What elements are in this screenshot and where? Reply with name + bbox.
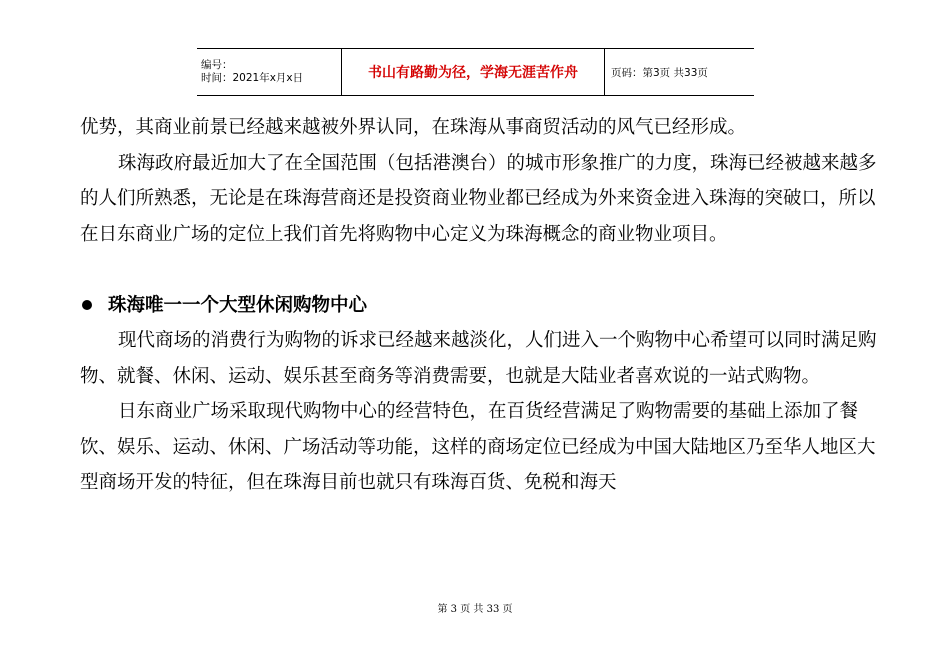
paragraph-4: 日东商业广场采取现代购物中心的经营特色，在百货经营满足了购物需要的基础上添加了餐饮、娱乐、运动、休闲、广场活动等功能，这样的商场定位已经成为中国大陆地区乃至华人地区大型商场开发的特征，但在珠海目前也就只有珠海百货、免税和海天	[80, 401, 876, 493]
section-heading-text: 珠海唯一一个大型休闲购物中心	[108, 294, 368, 316]
header-meta	[197, 49, 342, 96]
paragraph-3: 现代商场的消费行为购物的诉求已经越来越淡化，人们进入一个购物中心希望可以同时满足购物、就餐、休闲、运动、娱乐甚至商务等消费需要，也就是大陆业者喜欢说的一站式购物。	[80, 330, 877, 387]
header-motto: 书山有路勤为径，学海无涯苦作舟	[368, 65, 578, 81]
header-motto-cell	[342, 49, 605, 96]
section-heading	[80, 288, 880, 324]
bullet-icon	[82, 300, 92, 310]
document-header	[197, 48, 754, 96]
time-label: 时间：2021年x月x日	[201, 72, 304, 84]
page-footer: 第 3 页 共 33 页	[437, 604, 513, 615]
number-label: 编号：	[201, 59, 233, 71]
spacer	[80, 252, 880, 288]
document-body	[80, 110, 880, 501]
page-code: 页码：第3页 共33页	[605, 49, 755, 96]
paragraph-2: 珠海政府最近加大了在全国范围（包括港澳台）的城市形象推广的力度，珠海已经被越来越多的人们所熟悉，无论是在珠海营商还是投资商业物业都已经成为外来资金进入珠海的突破口，所以在日东商业广场的定位上我们首先将购物中心定义为珠海概念的商业物业项目。	[80, 152, 877, 245]
paragraph-1: 优势，其商业前景已经越来越被外界认同，在珠海从事商贸活动的风气已经形成。	[80, 117, 747, 138]
